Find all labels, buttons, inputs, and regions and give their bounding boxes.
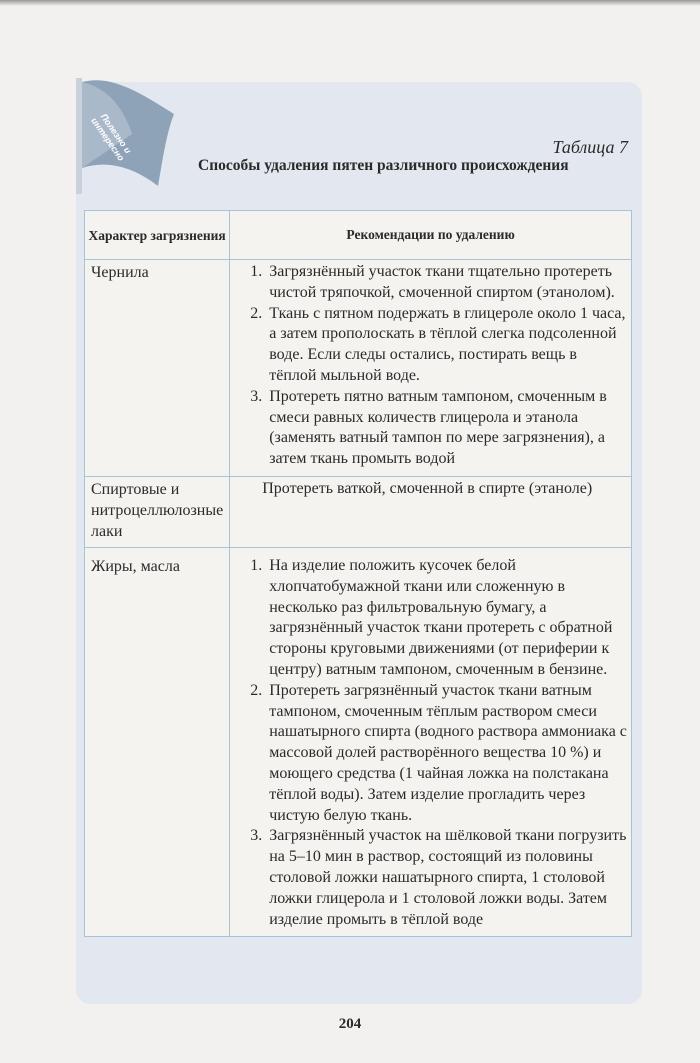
recommendation-cell: [230, 260, 632, 477]
step-text: Протереть пятно ватным тампоном, смоченным в смеси равных количеств глицерола и этанола (заменять ватный тампон по мере загрязнения), а затем ткань промыть водой: [269, 387, 607, 468]
recommendation-cell: [230, 476, 632, 547]
list-item: [230, 387, 627, 470]
stain-type-cell: Чернила: [85, 260, 230, 477]
recommendation-cell: [230, 547, 632, 936]
stain-type-cell: Жиры, масла: [85, 547, 230, 936]
list-item: [230, 681, 627, 827]
list-item: [230, 262, 627, 304]
recommendation-text: Протереть ваткой, смоченной в спирте (этаноле): [262, 479, 593, 497]
stain-removal-table: [84, 210, 632, 937]
step-text: Загрязнённый участок ткани тщательно протереть чистой тряпочкой, смоченной спиртом (этанолом).: [269, 263, 615, 301]
stain-type-cell: Спиртовые и нитроцеллюлозные лаки: [85, 476, 230, 547]
table-title: Способы удаления пятен различного происхождения: [198, 157, 569, 174]
badge-label: Полезно и интересно: [89, 111, 134, 163]
step-number: 1.: [250, 556, 263, 574]
table-number: Таблица 7: [552, 137, 628, 157]
step-text: Протереть загрязнённый участок ткани ватным тампоном, смоченным тёплым раствором смеси нашатырного спирта (водного раствора аммониака с массовой долей растворённого вещества 10 %) и моющего средства (1 чайная ложка на полстакана тёплой воды). Затем изделие прогладить через чистую белую ткань.: [269, 681, 627, 824]
page-edge-shadow: [0, 0, 700, 6]
step-text: Ткань с пятном подержать в глицероле около 1 часа, а затем прополоскать в тёплой слегка подсоленной воде. Если следы остались, постирать вещь в тёплой мыльной воде.: [269, 304, 626, 384]
flag-icon: [62, 74, 190, 194]
step-number: 3.: [250, 387, 263, 405]
step-number: 2.: [250, 681, 263, 699]
list-item: [230, 304, 627, 387]
list-item: [230, 556, 627, 681]
page-number: 204: [338, 1016, 362, 1032]
table-row: [85, 260, 632, 477]
table-header-row: [85, 211, 632, 260]
table-row: [85, 476, 632, 547]
table-row: [85, 547, 632, 936]
step-text: Загрязнённый участок на шёлковой ткани погрузить на 5–10 мин в раствор, состоящий из половины столовой ложки нашатырного спирта, 1 столовой ложки глицерола и 1 столовой ложки воды. Затем изделие промыть в тёплой воде: [269, 827, 627, 928]
step-number: 2.: [250, 304, 263, 322]
step-text: На изделие положить кусочек белой хлопчатобумажной ткани или сложенную в несколько раз фильтровальную бумагу, а загрязнённый участок ткани протереть с обратной стороны круговыми движениями (от периферии к центру) ватным тампоном, смоченным в бензине.: [269, 556, 613, 678]
header-stain-type: Характер загрязнения: [85, 211, 230, 260]
header-recommendations: Рекомендации по удалению: [230, 211, 632, 260]
step-number: 3.: [250, 827, 263, 845]
step-number: 1.: [250, 263, 263, 280]
list-item: [230, 826, 627, 930]
